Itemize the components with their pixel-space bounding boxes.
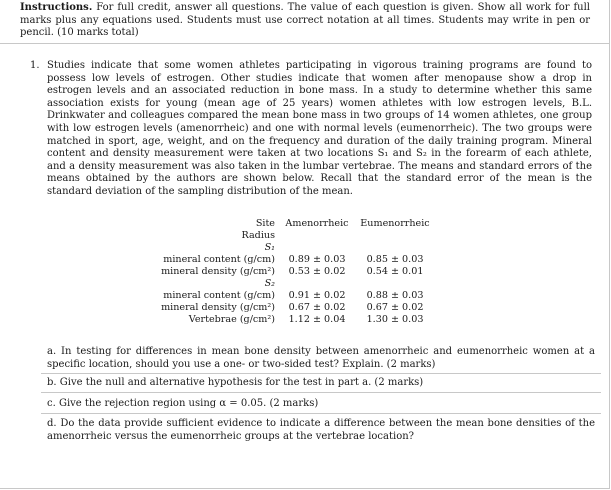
row-label: mineral density (g/cm²) <box>161 302 275 313</box>
subquestion-b: b. Give the null and alternative hypothesis for the test in part a. (2 marks) <box>47 377 424 388</box>
question-number: 1. <box>30 60 40 71</box>
cell-eumenorrheic: 0.88 ± 0.03 <box>366 290 424 301</box>
cell-amenorrheic: 1.12 ± 0.04 <box>288 314 346 325</box>
table-row <box>150 302 490 314</box>
cell-eumenorrheic: 0.67 ± 0.02 <box>366 302 424 313</box>
row-label: mineral content (g/cm) <box>163 254 275 265</box>
cell-eumenorrheic: 0.54 ± 0.01 <box>366 266 424 277</box>
cell-amenorrheic: 0.89 ± 0.03 <box>288 254 346 265</box>
bone-density-table <box>150 218 490 326</box>
cell-amenorrheic: 0.67 ± 0.02 <box>288 302 346 313</box>
row-label: mineral density (g/cm²) <box>161 266 275 277</box>
row-label: mineral content (g/cm) <box>163 290 275 301</box>
row-label: S₂ <box>264 278 275 289</box>
instructions-label: Instructions. <box>20 2 93 13</box>
subquestion-c: c. Give the rejection region using α = 0.05. (2 marks) <box>47 398 319 409</box>
row-label: Radius <box>241 230 275 241</box>
cell-eumenorrheic: 0.85 ± 0.03 <box>366 254 424 265</box>
table-row <box>150 290 490 302</box>
table-row <box>150 278 490 290</box>
subquestion-divider <box>41 413 601 414</box>
subquestion-a: a. In testing for differences in mean bone density between amenorrheic and eumenorrheic women at a specific location, should you use a one- or two-sided test? Explain. (2 marks) <box>47 346 595 370</box>
table-row <box>150 230 490 242</box>
row-label: Vertebrae (g/cm²) <box>188 314 275 325</box>
instructions-divider <box>0 43 609 44</box>
header-amenorrheic: Amenorrheic <box>285 218 349 229</box>
row-label: S₁ <box>264 242 275 253</box>
cell-amenorrheic: 0.91 ± 0.02 <box>288 290 346 301</box>
cell-eumenorrheic: 1.30 ± 0.03 <box>366 314 424 325</box>
subquestion-divider <box>41 373 601 374</box>
table-row <box>150 266 490 278</box>
instructions-paragraph <box>20 2 590 40</box>
cell-amenorrheic: 0.53 ± 0.02 <box>288 266 346 277</box>
subquestion-divider <box>41 392 601 393</box>
header-site: Site <box>255 218 275 229</box>
header-eumenorrheic: Eumenorrheic <box>360 218 430 229</box>
table-row <box>150 254 490 266</box>
question-text: Studies indicate that some women athletes participating in vigorous training programs are found to possess low levels of estrogen. Other studies indicate that women after menopause show a drop in estrogen levels and an associated reduction in bone mass. In a study to determine whether this same association exists for young (mean age of 25 years) women athletes with low estrogen levels, B.L. Drinkwater and colleagues compared the mean bone mass in two groups of 14 women athletes, one group with low estrogen levels (amenorrheic) and one with normal levels (eumenorrheic). The two groups were matched in sport, age, weight, and on the frequency and duration of the daily training program. Mineral content and density measurement were taken at two locations S₁ and S₂ in the forearm of each athlete, and a density measurement was also taken in the lumbar vertebrae. The means and standard errors of the means obtained by the authors are shown below. Recall that the standard error of the mean is the standard deviation of the sampling distribution of the mean. <box>47 60 592 197</box>
instructions-text: For full credit, answer all questions. The value of each question is given. Show all work for full marks plus any equations used. Students must use correct notation at all times. Students may write in pen or pencil. (10 marks total) <box>20 2 591 39</box>
subquestion-d: d. Do the data provide sufficient evidence to indicate a difference between the mean bone densities of the amenorrheic versus the eumenorrheic groups at the vertebrae location? <box>47 418 595 442</box>
table-row <box>150 314 490 326</box>
table-header-row <box>150 218 490 230</box>
table-row <box>150 242 490 254</box>
